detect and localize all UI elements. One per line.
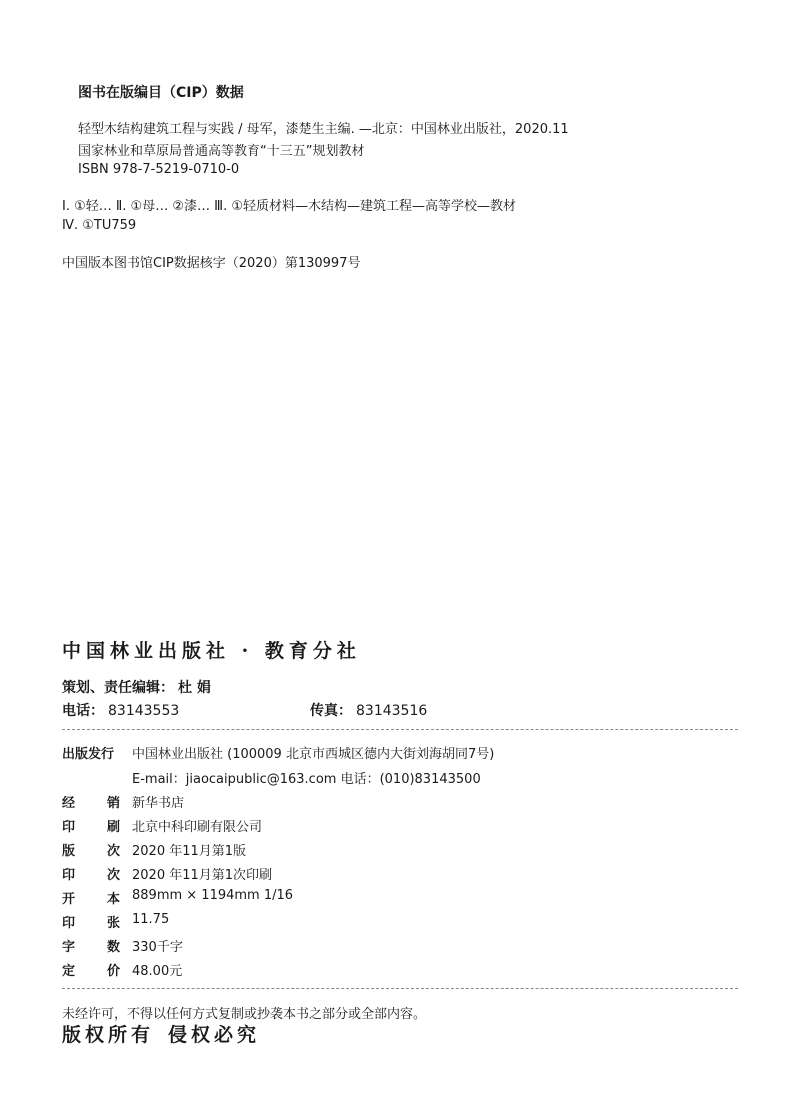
phone-value: 83143553 xyxy=(108,703,180,719)
colophon-value-price: 48.00元 xyxy=(132,964,183,979)
phone-label: 电话： xyxy=(62,703,104,719)
colophon-label-wordcount: 字 数 xyxy=(62,940,120,955)
cip-title: 图书在版编目（CIP）数据 xyxy=(78,85,244,101)
colophon-label-sheets: 印 张 xyxy=(62,916,120,931)
cip-isbn: ISBN 978-7-5219-0710-0 xyxy=(78,162,240,177)
fax-label: 传真： xyxy=(310,703,352,719)
cip-series: 国家林业和草原局普通高等教育“十三五”规划教材 xyxy=(78,144,365,159)
colophon-value-printing: 2020 年11月第1次印刷 xyxy=(132,868,273,883)
fax-value: 83143516 xyxy=(356,703,428,719)
colophon-value-distributor: 新华书店 xyxy=(132,796,185,811)
divider-bottom xyxy=(62,988,738,989)
cip-classification-code: Ⅳ. ①TU759 xyxy=(62,218,137,233)
colophon-value-edition: 2020 年11月第1版 xyxy=(132,844,247,859)
colophon-value-sheets: 11.75 xyxy=(132,912,170,927)
fax-line xyxy=(310,700,427,720)
colophon-value-format: 889mm × 1194mm 1/16 xyxy=(132,888,294,903)
rights-reserved: 版权所有 xyxy=(62,1024,155,1046)
editor-value: 杜 娟 xyxy=(178,680,211,696)
cip-classification: Ⅰ. ①轻… Ⅱ. ①母… ②漆… Ⅲ. ①轻质材料—木结构—建筑工程—高等学校—教材 xyxy=(62,199,517,214)
editor-line xyxy=(62,677,211,697)
cip-record-number: 中国版本图书馆CIP数据核字（2020）第130997号 xyxy=(62,256,361,271)
publish-label: 出版发行 xyxy=(62,747,115,762)
infringement-notice: 侵权必究 xyxy=(168,1024,261,1046)
colophon-value-printer: 北京中科印刷有限公司 xyxy=(132,820,263,835)
publish-value: 中国林业出版社 (100009 北京市西城区德内大街刘海胡同7号) xyxy=(132,747,495,762)
rights-statement xyxy=(62,1020,260,1047)
publisher-name: 中国林业出版社 · 教育分社 xyxy=(62,640,361,662)
divider-top xyxy=(62,729,738,730)
colophon-value-wordcount: 330千字 xyxy=(132,940,183,955)
colophon-label-edition: 版 次 xyxy=(62,844,120,859)
email-phone-line: E-mail：jiaocaipublic@163.com 电话：(010)83143500 xyxy=(132,772,481,787)
phone-line xyxy=(62,700,179,720)
colophon-label-format: 开 本 xyxy=(62,892,120,907)
copyright-notice: 未经许可，不得以任何方式复制或抄袭本书之部分或全部内容。 xyxy=(62,1007,427,1022)
colophon-label-price: 定 价 xyxy=(62,964,120,979)
colophon-label-printing: 印 次 xyxy=(62,868,120,883)
editor-label: 策划、责任编辑： xyxy=(62,680,174,696)
colophon-label-printer: 印 刷 xyxy=(62,820,120,835)
cip-book-info: 轻型木结构建筑工程与实践 / 母军，漆楚生主编. —北京：中国林业出版社，2020.11 xyxy=(78,122,569,137)
colophon-label-distributor: 经 销 xyxy=(62,796,120,811)
